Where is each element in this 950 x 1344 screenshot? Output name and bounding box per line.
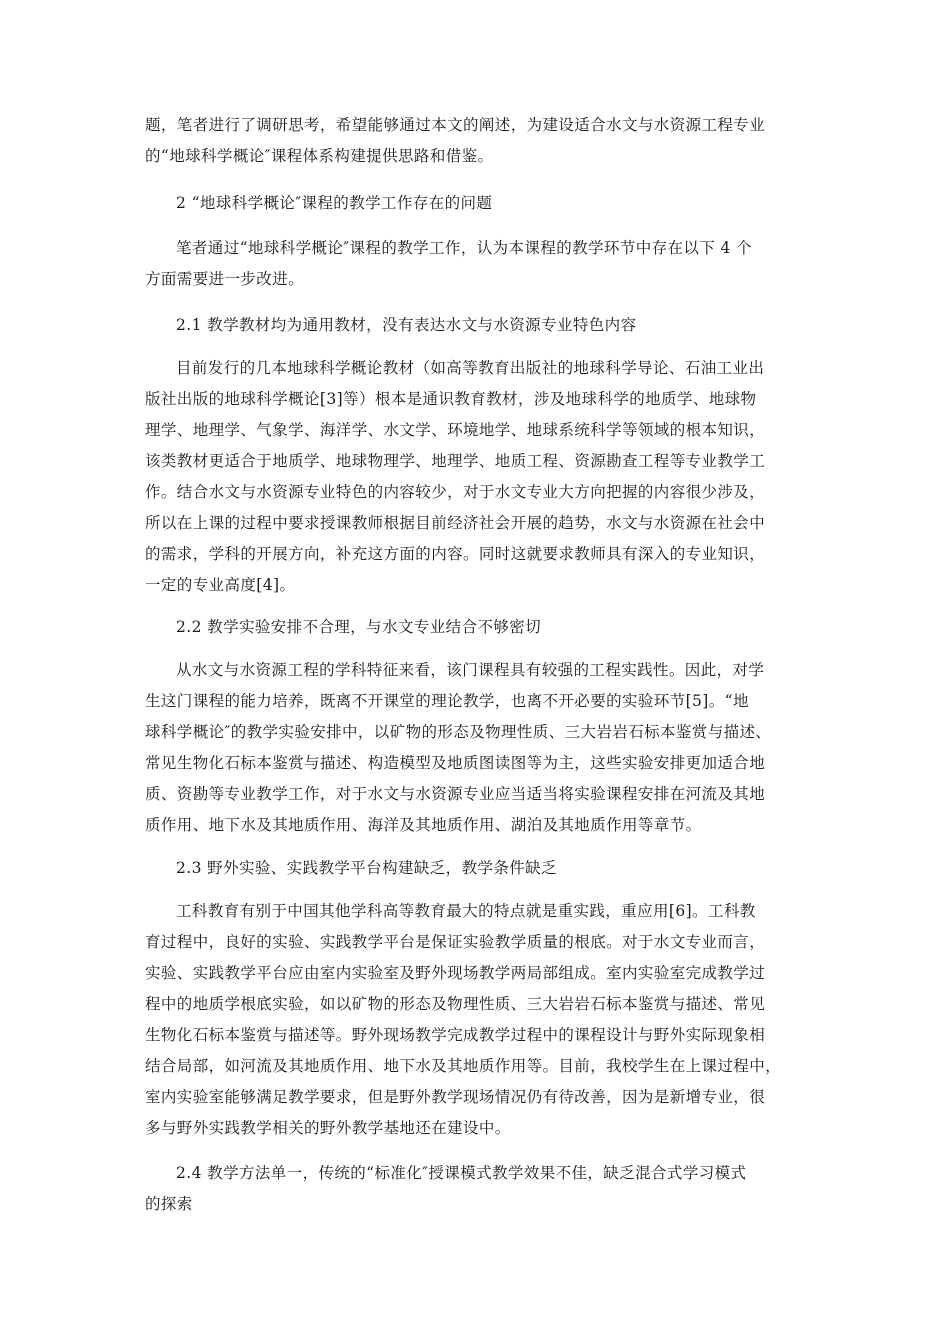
section-2-heading: 2 “地球科学概论″课程的教学工作存在的问题 [176, 194, 493, 212]
text-line: 工科教育有别于中国其他学科高等教育最大的特点就是重实践，重应用[6]。工科教 [176, 902, 756, 920]
text-line: 理学、地理学、气象学、海洋学、水文学、环境地学、地球系统科学等领域的根本知识， [145, 421, 766, 439]
text-line: 笔者通过“地球科学概论″课程的教学工作，认为本课程的教学环节中存在以下 4 个 [176, 239, 753, 257]
text-line: 室内实验室能够满足教学要求，但是野外教学现场情况仍有待改善，因为是新增专业，很 [145, 1088, 766, 1106]
paragraph-2-3-body [145, 896, 805, 1144]
text-line: 结合局部，如河流及其地质作用、地下水及其地质作用等。目前，我校学生在上课过程中， [145, 1057, 782, 1075]
text-line: 质作用、地下水及其地质作用、海洋及其地质作用、湖泊及其地质作用等章节。 [145, 816, 702, 834]
paragraph-intro-tail [145, 110, 805, 172]
text-line: 一定的专业高度[4]。 [145, 576, 296, 594]
text-line: 方面需要进一步改进。 [145, 270, 305, 288]
section-2-1-heading: 2.1 教学教材均为通用教材，没有表达水文与水资源专业特色内容 [176, 316, 637, 334]
text-line: 的探索 [145, 1195, 193, 1213]
section-2-4-heading [145, 1158, 805, 1220]
text-line: 多与野外实践教学相关的野外教学基地还在建设中。 [145, 1119, 511, 1137]
text-line: 题，笔者进行了调研思考，希望能够通过本文的阐述，为建设适合水文与水资源工程专业 [145, 116, 766, 134]
text-line: 育过程中，良好的实验、实践教学平台是保证实验教学质量的根底。对于水文专业而言， [145, 933, 766, 951]
text-line: 常见生物化石标本鉴赏与描述、构造模型及地质图读图等为主，这些实验安排更加适合地 [145, 754, 766, 772]
paragraph-2-1-body [145, 353, 805, 601]
text-line: 所以在上课的过程中要求授课教师根据目前经济社会开展的趋势，水文与水资源在社会中 [145, 514, 766, 532]
section-2-3-heading: 2.3 野外实验、实践教学平台构建缺乏，教学条件缺乏 [176, 859, 557, 877]
text-line: 从水文与水资源工程的学科特征来看，该门课程具有较强的工程实践性。因此，对学 [176, 661, 765, 679]
text-line: 版社出版的地球科学概论[3]等）根本是通识教育教材，涉及地球科学的地质学、地球物 [145, 390, 757, 408]
text-line: 球科学概论″的教学实验安排中，以矿物的形态及物理性质、三大岩岩石标本鉴赏与描述、 [145, 723, 772, 741]
paragraph-section2-intro [145, 233, 805, 295]
text-line: 的需求，学科的开展方向，补充这方面的内容。同时这就要求教师具有深入的专业知识， [145, 545, 766, 563]
text-line: 生这门课程的能力培养，既离不开课堂的理论教学，也离不开必要的实验环节[5]。“地 [145, 692, 749, 710]
text-line: 的“地球科学概论″课程体系构建提供思路和借鉴。 [145, 147, 494, 165]
text-line: 程中的地质学根底实验，如以矿物的形态及物理性质、三大岩岩石标本鉴赏与描述、常见 [145, 995, 766, 1013]
text-line: 作。结合水文与水资源专业特色的内容较少，对于水文专业大方向把握的内容很少涉及， [145, 483, 766, 501]
text-line: 质、资勘等专业教学工作，对于水文与水资源专业应当适当将实验课程安排在河流及其地 [145, 785, 766, 803]
text-line: 目前发行的几本地球科学概论教材（如高等教育出版社的地球科学导论、石油工业出 [176, 359, 765, 377]
text-line: 实验、实践教学平台应由室内实验室及野外现场教学两局部组成。室内实验室完成教学过 [145, 964, 766, 982]
text-line: 该类教材更适合于地质学、地球物理学、地理学、地质工程、资源勘查工程等专业教学工 [145, 452, 766, 470]
paragraph-2-2-body [145, 655, 805, 841]
text-line: 生物化石标本鉴赏与描述等。野外现场教学完成教学过程中的课程设计与野外实际现象相 [145, 1026, 766, 1044]
text-line: 2.4 教学方法单一，传统的“标准化″授课模式教学效果不佳，缺乏混合式学习模式 [176, 1164, 747, 1182]
section-2-2-heading: 2.2 教学实验安排不合理，与水文专业结合不够密切 [176, 618, 542, 636]
